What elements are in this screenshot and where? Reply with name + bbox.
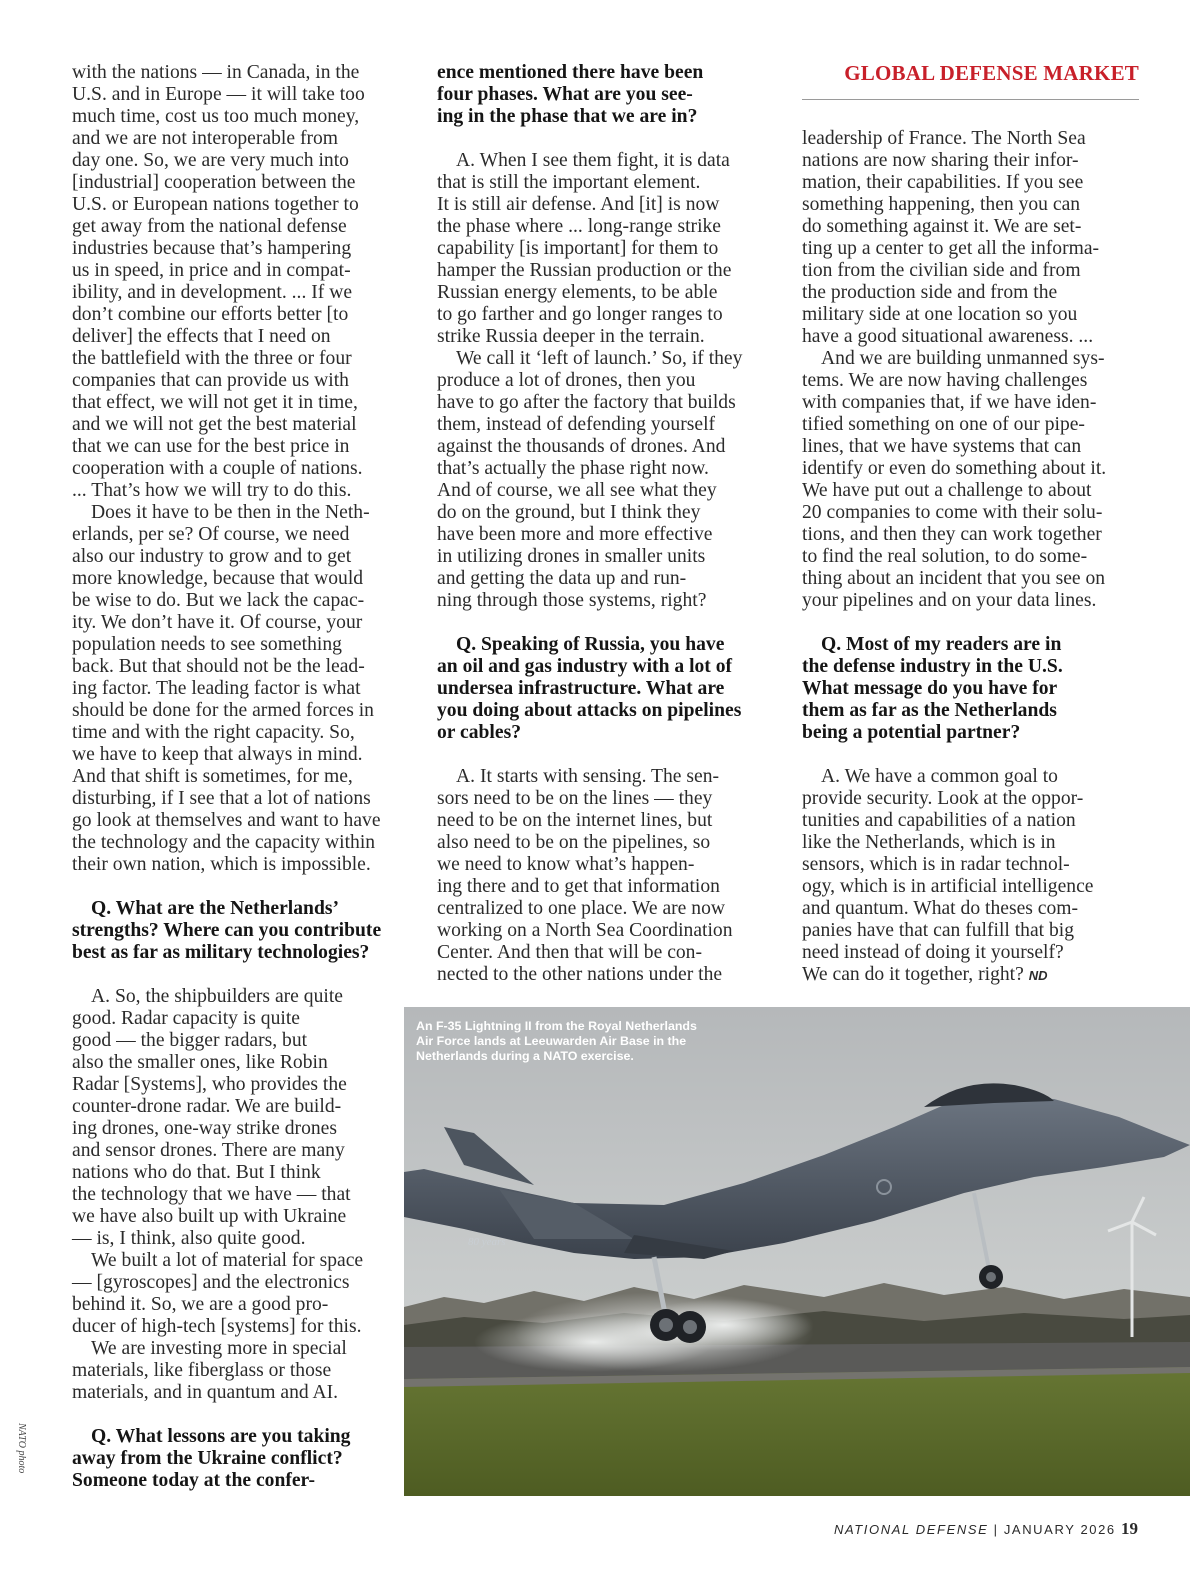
text-line: tified something on one of our pipe- <box>802 414 1085 435</box>
f35-photo <box>404 1007 1190 1496</box>
text-line: A. When I see them fight, it is data <box>456 150 730 171</box>
text-line: A. It starts with sensing. The sen- <box>456 766 720 787</box>
text-line: companies that can provide us with <box>72 370 349 391</box>
caption-line: Netherlands during a NATO exercise. <box>416 1049 634 1063</box>
text-line: your pipelines and on your data lines. <box>802 590 1097 611</box>
end-mark: ND <box>1028 968 1048 983</box>
text-line: sors need to be on the lines — they <box>437 788 713 809</box>
text-line: ... That’s how we will try to do this. <box>72 480 352 501</box>
photo-credit: NATO photo <box>16 1423 27 1474</box>
text-line: working on a North Sea Coordination <box>437 920 733 941</box>
text-line: ing drones, one-way strike drones <box>72 1118 337 1139</box>
text-line: mation, their capabilities. If you see <box>802 172 1084 193</box>
text-line: something happening, then you can <box>802 194 1081 215</box>
text-line: be wise to do. But we lack the capac- <box>72 590 365 611</box>
publication-name: NATIONAL DEFENSE <box>833 1522 989 1537</box>
question-line: Someone today at the confer- <box>72 1470 316 1491</box>
text-line: Radar [Systems], who provides the <box>72 1074 347 1095</box>
question-line: Q. Most of my readers are in <box>821 634 1062 655</box>
text-line: produce a lot of drones, then you <box>437 370 696 391</box>
text-line: A. We have a common goal to <box>821 766 1058 787</box>
f35-illustration <box>404 1007 1190 1496</box>
text-line: ibility, and in development. ... If we <box>72 282 353 303</box>
question-line: being a potential partner? <box>802 722 1021 743</box>
text-line: need instead of doing it yourself? <box>802 942 1064 963</box>
text-line: do something against it. We are set- <box>802 216 1082 237</box>
text-line: the technology and the capacity within <box>72 832 376 853</box>
text-line: materials, and in quantum and AI. <box>72 1382 339 1403</box>
question-line: Q. What are the Netherlands’ <box>91 898 339 919</box>
text-line: nations are now sharing their infor- <box>802 150 1079 171</box>
text-line: to find the real solution, to do some- <box>802 546 1088 567</box>
text-line: centralized to one place. We are now <box>437 898 726 919</box>
text-line: tunities and capabilities of a nation <box>802 810 1076 831</box>
text-line: And we are building unmanned sys- <box>821 348 1105 369</box>
text-line: also our industry to grow and to get <box>72 546 352 567</box>
text-line: U.S. and in Europe — it will take too <box>72 84 365 105</box>
text-line: get away from the national defense <box>72 216 347 237</box>
question-line: or cables? <box>437 722 521 743</box>
text-line: with companies that, if we have iden- <box>802 392 1097 413</box>
text-line: 20 companies to come with their solu- <box>802 502 1103 523</box>
article-column-2 <box>437 62 777 986</box>
text-line: sensors, which is in radar technol- <box>802 854 1070 875</box>
paragraph-gap <box>437 128 777 150</box>
text-line: identify or even do something about it. <box>802 458 1107 479</box>
text-line: ing factor. The leading factor is what <box>72 678 361 699</box>
text-line <box>802 964 1147 987</box>
text-line: Does it have to be then in the Neth- <box>91 502 370 523</box>
section-divider <box>802 99 1139 100</box>
text-line: have a good situational awareness. ... <box>802 326 1094 347</box>
text-line: and we will not get the best material <box>72 414 357 435</box>
text-line: ning through those systems, right? <box>437 590 707 611</box>
page-footer <box>834 1519 1138 1539</box>
photo-caption <box>416 1019 697 1064</box>
article-column-1 <box>72 62 412 1492</box>
text-line: and getting the data up and run- <box>437 568 687 589</box>
text-line: cooperation with a couple of nations. <box>72 458 363 479</box>
text-line: A. So, the shipbuilders are quite <box>91 986 343 1007</box>
text-line: against the thousands of drones. And <box>437 436 726 457</box>
question-line: What message do you have for <box>802 678 1058 699</box>
text-line: ity. We don’t have it. Of course, your <box>72 612 363 633</box>
text-line: materials, like fiberglass or those <box>72 1360 332 1381</box>
text-line: like the Netherlands, which is in <box>802 832 1056 853</box>
text-line: We call it ‘left of launch.’ So, if they <box>456 348 743 369</box>
question-line: ence mentioned there have been <box>437 62 704 83</box>
issue-date: JANUARY 2026 <box>1003 1522 1116 1537</box>
text-line: the technology that we have — that <box>72 1184 351 1205</box>
text-line: tion from the civilian side and from <box>802 260 1081 281</box>
text-line: also the smaller ones, like Robin <box>72 1052 328 1073</box>
text-line: provide security. Look at the oppor- <box>802 788 1084 809</box>
text-line: disturbing, if I see that a lot of nations <box>72 788 371 809</box>
text-line: It is still air defense. And [it] is now <box>437 194 720 215</box>
text-line: good. Radar capacity is quite <box>72 1008 300 1029</box>
text-line: have to go after the factory that builds <box>437 392 736 413</box>
text-line: and sensor drones. There are many <box>72 1140 345 1161</box>
text-line: should be done for the armed forces in <box>72 700 374 721</box>
text-line: Center. And then that will be con- <box>437 942 703 963</box>
paragraph-gap <box>802 744 1147 766</box>
text-line: — is, I think, also quite good. <box>72 1228 306 1249</box>
caption-line: An F-35 Lightning II from the Royal Netherlands <box>416 1019 697 1033</box>
text-line: go look at themselves and want to have <box>72 810 381 831</box>
text-line-content: We can do it together, right? <box>802 964 1024 985</box>
question-line: an oil and gas industry with a lot of <box>437 656 733 677</box>
paragraph-gap <box>802 612 1147 634</box>
paragraph-gap <box>72 964 412 986</box>
text-line: that’s actually the phase right now. <box>437 458 709 479</box>
text-line: need to be on the internet lines, but <box>437 810 713 831</box>
text-line: ducer of high-tech [systems] for this. <box>72 1316 362 1337</box>
text-line: to go farther and go longer ranges to <box>437 304 723 325</box>
text-line: time and with the right capacity. So, <box>72 722 355 743</box>
text-line: have been more and more effective <box>437 524 713 545</box>
question-line: them as far as the Netherlands <box>802 700 1057 721</box>
text-line: deliver] the effects that I need on <box>72 326 331 347</box>
text-line: counter-drone radar. We are build- <box>72 1096 342 1117</box>
question-line: Q. What lessons are you taking <box>91 1426 351 1447</box>
text-line: leadership of France. The North Sea <box>802 128 1086 149</box>
question-line: ing in the phase that we are in? <box>437 106 698 127</box>
question-line: away from the Ukraine conflict? <box>72 1448 343 1469</box>
text-line: with the nations — in Canada, in the <box>72 62 360 83</box>
text-line: And that shift is sometimes, for me, <box>72 766 353 787</box>
text-line: [industrial] cooperation between the <box>72 172 356 193</box>
text-line: nected to the other nations under the <box>437 964 723 985</box>
text-line: erlands, per se? Of course, we need <box>72 524 350 545</box>
text-line: the phase where ... long-range strike <box>437 216 722 237</box>
text-line: their own nation, which is impossible. <box>72 854 371 875</box>
article-column-3 <box>802 128 1147 987</box>
text-line: also need to be on the pipelines, so <box>437 832 711 853</box>
text-line: that we can use for the best price in <box>72 436 350 457</box>
text-line: nations who do that. But I think <box>72 1162 321 1183</box>
text-line: tems. We are now having challenges <box>802 370 1088 391</box>
text-line: and quantum. What do theses com- <box>802 898 1079 919</box>
text-line: day one. So, we are very much into <box>72 150 349 171</box>
question-line: undersea infrastructure. What are <box>437 678 725 699</box>
text-line: in utilizing drones in smaller units <box>437 546 706 567</box>
text-line: thing about an incident that you see on <box>802 568 1106 589</box>
caption-line: Air Force lands at Leeuwarden Air Base in the <box>416 1034 687 1048</box>
page-number: 19 <box>1121 1519 1138 1538</box>
text-line: and we are not interoperable from <box>72 128 339 149</box>
text-line: And of course, we all see what they <box>437 480 717 501</box>
paragraph-gap <box>437 744 777 766</box>
text-line: population needs to see something <box>72 634 342 655</box>
text-line: We are investing more in special <box>91 1338 347 1359</box>
text-line: ting up a center to get all the informa- <box>802 238 1100 259</box>
text-line: strike Russia deeper in the terrain. <box>437 326 705 347</box>
text-line: we have also built up with Ukraine <box>72 1206 347 1227</box>
text-line: capability [is important] for them to <box>437 238 719 259</box>
text-line: back. But that should not be the lead- <box>72 656 365 677</box>
text-line: them, instead of defending yourself <box>437 414 716 435</box>
text-line: that effect, we will not get it in time, <box>72 392 358 413</box>
text-line: industries because that’s hampering <box>72 238 352 259</box>
tail-text: 80 years <box>468 1236 506 1248</box>
text-line: — [gyroscopes] and the electronics <box>72 1272 350 1293</box>
text-line: we need to know what’s happen- <box>437 854 695 875</box>
text-line: we have to keep that always in mind. <box>72 744 363 765</box>
text-line: do on the ground, but I think they <box>437 502 701 523</box>
section-label: GLOBAL DEFENSE MARKET <box>844 61 1139 85</box>
text-line: Russian energy elements, to be able <box>437 282 718 303</box>
text-line: ing there and to get that information <box>437 876 720 897</box>
text-line: good — the bigger radars, but <box>72 1030 308 1051</box>
text-line: that is still the important element. <box>437 172 701 193</box>
text-line: lines, that we have systems that can <box>802 436 1082 457</box>
question-line: Q. Speaking of Russia, you have <box>456 634 725 655</box>
question-line: strengths? Where can you contribute <box>72 920 382 941</box>
text-line: the battlefield with the three or four <box>72 348 352 369</box>
text-line: don’t combine our efforts better [to <box>72 304 349 325</box>
paragraph-gap <box>437 612 777 634</box>
text-line: us in speed, in price and in compat- <box>72 260 351 281</box>
text-line: more knowledge, because that would <box>72 568 364 589</box>
paragraph-gap <box>72 1404 412 1426</box>
question-line: you doing about attacks on pipelines <box>437 700 742 721</box>
text-line: We have put out a challenge to about <box>802 480 1092 501</box>
text-line: hamper the Russian production or the <box>437 260 732 281</box>
text-line: military side at one location so you <box>802 304 1078 325</box>
question-line: four phases. What are you see- <box>437 84 693 105</box>
text-line: much time, cost us too much money, <box>72 106 360 127</box>
paragraph-gap <box>72 876 412 898</box>
text-line: panies have that can fulfill that big <box>802 920 1075 941</box>
text-line: U.S. or European nations together to <box>72 194 359 215</box>
text-line: ogy, which is in artificial intelligence <box>802 876 1094 897</box>
question-line: best as far as military technologies? <box>72 942 370 963</box>
text-line: tions, and then they can work together <box>802 524 1102 545</box>
text-line: behind it. So, we are a good pro- <box>72 1294 329 1315</box>
text-line: We built a lot of material for space <box>91 1250 364 1271</box>
footer-separator: | <box>993 1522 999 1537</box>
question-line: the defense industry in the U.S. <box>802 656 1063 677</box>
text-line: the production side and from the <box>802 282 1058 303</box>
